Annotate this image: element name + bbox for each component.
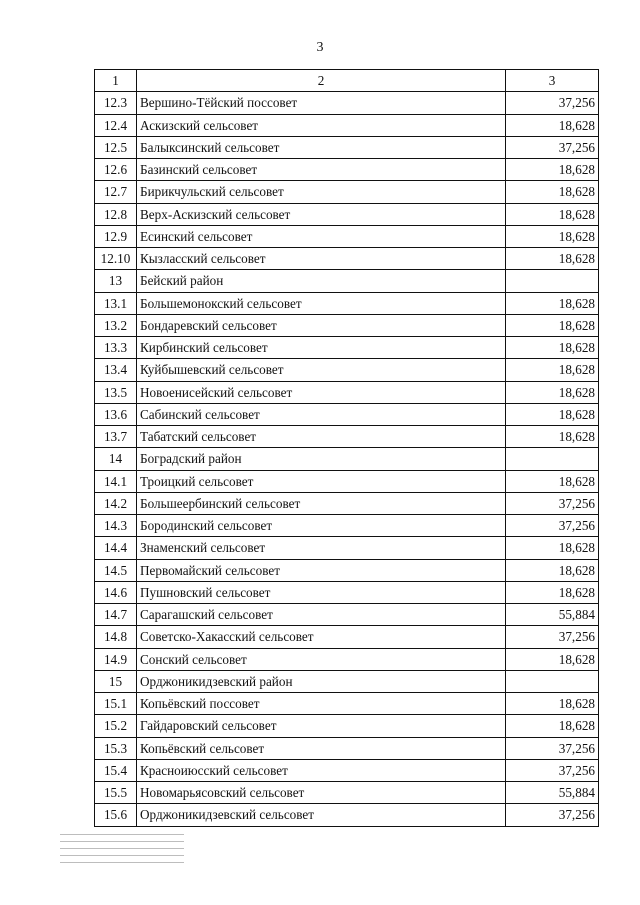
row-value-cell: 37,256 [506, 515, 599, 537]
row-value-cell [506, 670, 599, 692]
row-number-cell: 15.1 [95, 693, 137, 715]
header-col-1: 1 [95, 70, 137, 92]
row-value-cell: 18,628 [506, 648, 599, 670]
row-value-cell [506, 448, 599, 470]
table-row [95, 426, 599, 448]
row-value-cell: 37,256 [506, 492, 599, 514]
row-value-cell: 37,256 [506, 626, 599, 648]
table-row [95, 693, 599, 715]
table-row [95, 715, 599, 737]
row-number-cell: 13.3 [95, 337, 137, 359]
row-name-cell: Куйбышевский сельсовет [137, 359, 506, 381]
row-name-cell: Бородинский сельсовет [137, 515, 506, 537]
row-number-cell: 13.7 [95, 426, 137, 448]
table-row [95, 604, 599, 626]
row-value-cell: 37,256 [506, 759, 599, 781]
table-row [95, 448, 599, 470]
faded-stamp [60, 828, 184, 880]
header-col-2: 2 [137, 70, 506, 92]
row-number-cell: 12.4 [95, 114, 137, 136]
row-number-cell: 13 [95, 270, 137, 292]
row-value-cell [506, 270, 599, 292]
table-row [95, 804, 599, 826]
table-row [95, 759, 599, 781]
row-name-cell: Пушновский сельсовет [137, 581, 506, 603]
row-number-cell: 13.4 [95, 359, 137, 381]
row-value-cell: 37,256 [506, 136, 599, 158]
row-name-cell: Копьёвский сельсовет [137, 737, 506, 759]
header-col-3: 3 [506, 70, 599, 92]
table-row [95, 559, 599, 581]
table-row [95, 292, 599, 314]
row-number-cell: 14.5 [95, 559, 137, 581]
row-number-cell: 12.7 [95, 181, 137, 203]
table-row [95, 337, 599, 359]
row-number-cell: 12.6 [95, 159, 137, 181]
row-value-cell: 18,628 [506, 559, 599, 581]
table-body [95, 92, 599, 826]
row-number-cell: 14.3 [95, 515, 137, 537]
row-value-cell: 55,884 [506, 782, 599, 804]
row-name-cell: Бирикчульский сельсовет [137, 181, 506, 203]
row-name-cell: Аскизский сельсовет [137, 114, 506, 136]
table-row [95, 359, 599, 381]
row-name-cell: Советско-Хакасский сельсовет [137, 626, 506, 648]
row-name-cell: Орджоникидзевский сельсовет [137, 804, 506, 826]
table-row [95, 159, 599, 181]
row-value-cell: 18,628 [506, 359, 599, 381]
row-name-cell: Бейский район [137, 270, 506, 292]
row-value-cell: 18,628 [506, 693, 599, 715]
row-value-cell: 18,628 [506, 381, 599, 403]
row-number-cell: 12.9 [95, 225, 137, 247]
row-value-cell: 55,884 [506, 604, 599, 626]
row-name-cell: Есинский сельсовет [137, 225, 506, 247]
row-value-cell: 18,628 [506, 537, 599, 559]
table-row [95, 381, 599, 403]
table-row [95, 270, 599, 292]
row-name-cell: Копьёвский поссовет [137, 693, 506, 715]
table-row [95, 181, 599, 203]
row-value-cell: 37,256 [506, 737, 599, 759]
table-row [95, 114, 599, 136]
row-name-cell: Сабинский сельсовет [137, 403, 506, 425]
row-value-cell: 18,628 [506, 314, 599, 336]
row-value-cell: 18,628 [506, 292, 599, 314]
row-number-cell: 14 [95, 448, 137, 470]
row-number-cell: 14.8 [95, 626, 137, 648]
row-name-cell: Новоенисейский сельсовет [137, 381, 506, 403]
allocation-table [94, 69, 599, 827]
row-value-cell: 18,628 [506, 203, 599, 225]
row-name-cell: Троицкий сельсовет [137, 470, 506, 492]
table-header-row [95, 70, 599, 92]
row-value-cell: 18,628 [506, 715, 599, 737]
row-value-cell: 18,628 [506, 225, 599, 247]
row-name-cell: Красноиюсский сельсовет [137, 759, 506, 781]
row-value-cell: 18,628 [506, 248, 599, 270]
row-name-cell: Табатский сельсовет [137, 426, 506, 448]
table-row [95, 92, 599, 114]
row-name-cell: Большемонокский сельсовет [137, 292, 506, 314]
row-number-cell: 12.5 [95, 136, 137, 158]
row-value-cell: 18,628 [506, 337, 599, 359]
row-number-cell: 15 [95, 670, 137, 692]
row-value-cell: 18,628 [506, 426, 599, 448]
table-row [95, 470, 599, 492]
row-name-cell: Большеербинский сельсовет [137, 492, 506, 514]
row-number-cell: 12.3 [95, 92, 137, 114]
row-name-cell: Верх-Аскизский сельсовет [137, 203, 506, 225]
table-row [95, 314, 599, 336]
row-value-cell: 37,256 [506, 92, 599, 114]
row-name-cell: Кирбинский сельсовет [137, 337, 506, 359]
table-row [95, 136, 599, 158]
row-number-cell: 14.9 [95, 648, 137, 670]
row-number-cell: 13.5 [95, 381, 137, 403]
row-name-cell: Сарагашский сельсовет [137, 604, 506, 626]
row-number-cell: 12.10 [95, 248, 137, 270]
row-number-cell: 15.4 [95, 759, 137, 781]
row-name-cell: Орджоникидзевский район [137, 670, 506, 692]
row-number-cell: 12.8 [95, 203, 137, 225]
row-number-cell: 13.2 [95, 314, 137, 336]
row-name-cell: Кызласский сельсовет [137, 248, 506, 270]
row-name-cell: Первомайский сельсовет [137, 559, 506, 581]
row-number-cell: 14.7 [95, 604, 137, 626]
table-row [95, 403, 599, 425]
row-value-cell: 18,628 [506, 159, 599, 181]
row-name-cell: Бондаревский сельсовет [137, 314, 506, 336]
table-row [95, 537, 599, 559]
row-number-cell: 13.6 [95, 403, 137, 425]
row-name-cell: Базинский сельсовет [137, 159, 506, 181]
row-name-cell: Вершино-Тёйский поссовет [137, 92, 506, 114]
row-name-cell: Знаменский сельсовет [137, 537, 506, 559]
table-row [95, 670, 599, 692]
row-value-cell: 18,628 [506, 470, 599, 492]
table-row [95, 248, 599, 270]
row-value-cell: 18,628 [506, 181, 599, 203]
row-number-cell: 15.5 [95, 782, 137, 804]
table-row [95, 782, 599, 804]
row-name-cell: Боградский район [137, 448, 506, 470]
row-number-cell: 15.2 [95, 715, 137, 737]
table-row [95, 225, 599, 247]
row-number-cell: 13.1 [95, 292, 137, 314]
row-name-cell: Новомарьясовский сельсовет [137, 782, 506, 804]
row-name-cell: Сонский сельсовет [137, 648, 506, 670]
row-number-cell: 14.6 [95, 581, 137, 603]
table-row [95, 492, 599, 514]
table-row [95, 626, 599, 648]
table-row [95, 581, 599, 603]
page-number: 3 [316, 40, 324, 55]
table-row [95, 203, 599, 225]
row-value-cell: 18,628 [506, 403, 599, 425]
table-row [95, 515, 599, 537]
row-number-cell: 14.4 [95, 537, 137, 559]
row-number-cell: 15.3 [95, 737, 137, 759]
row-number-cell: 14.2 [95, 492, 137, 514]
row-value-cell: 37,256 [506, 804, 599, 826]
row-value-cell: 18,628 [506, 581, 599, 603]
table-row [95, 737, 599, 759]
row-value-cell: 18,628 [506, 114, 599, 136]
row-name-cell: Балыксинский сельсовет [137, 136, 506, 158]
table-row [95, 648, 599, 670]
row-number-cell: 14.1 [95, 470, 137, 492]
row-number-cell: 15.6 [95, 804, 137, 826]
row-name-cell: Гайдаровский сельсовет [137, 715, 506, 737]
